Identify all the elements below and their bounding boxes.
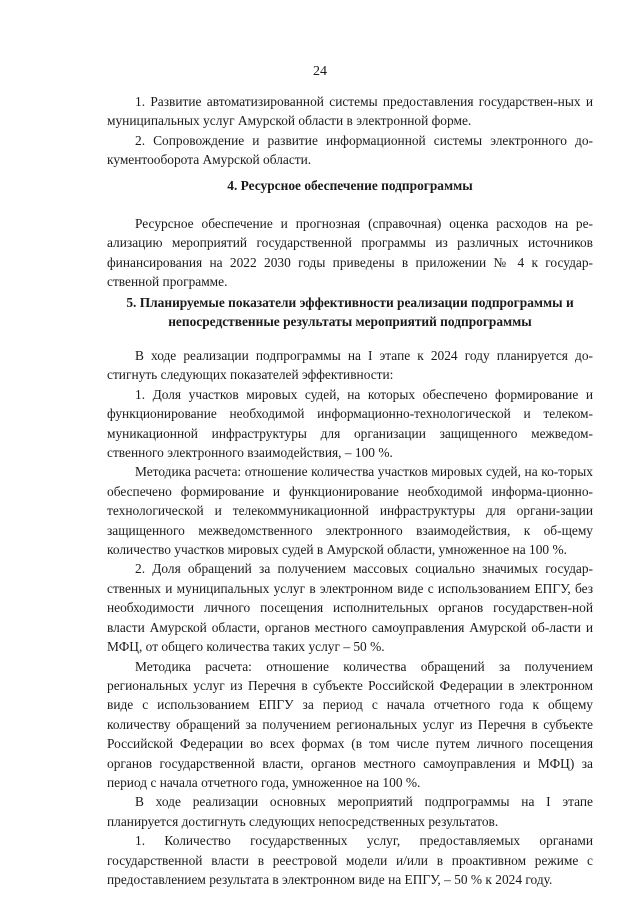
intro-item: 2. Сопровождение и развитие информационной системы электронного до-кументооборота Амурской области. — [107, 132, 593, 168]
section-5-heading — [100, 293, 600, 332]
section-4-heading: 4. Ресурсное обеспечение подпрограммы — [227, 178, 473, 193]
intro-item: 1. Развитие автоматизированной системы предоставления государствен-ных и муниципальных услуг Амурской области в электронной форме. — [107, 94, 593, 129]
section-5-heading-line-1: 5. Планируемые показатели эффективности реализации подпрограммы и — [126, 295, 574, 310]
body-paragraph: 1. Количество государственных услуг, предоставляемых органами государственной власти в реестровой модели и/или в проактивном режиме с предоставлением результата в электронном виде на ЕПГУ, – 50 % к 2024 году. — [107, 833, 593, 887]
section-4-paragraph: Ресурсное обеспечение и прогнозная (справочная) оценка расходов на ре-ализацию мероприятий государственной программы из различных источников финансирования на 2022 2030 годы приведены в приложении № 4 к государ-ственной программе. — [107, 216, 593, 290]
section-5-body — [107, 346, 593, 889]
body-paragraph: 2. Доля обращений за получением массовых социально значимых государ-ственных и муниципальных услуг в электронном виде с использованием ЕПГУ, без необходимости личного посещения исполнительных органов государствен-ной власти Амурской области, органов местного самоуправления Амурской об-ласти и МФЦ, от общего количества таких услуг – 50 %. — [107, 561, 593, 655]
body-paragraph: В ходе реализации основных мероприятий подпрограммы на I этапе планируется достигнуть следующих непосредственных результатов. — [107, 794, 593, 829]
body-paragraph: Методика расчета: отношение количества обращений за получением региональных услуг из Перечня в субъекте Российской Федерации в электронном виде с использованием ЕПГУ за период с начала отчетного года к общему количеству обращений за получением региональных услуг из Перечня в субъекте Российской Федерации во всех формах (в том числе путем личного посещения органов государственной власти, органов местного самоуправления и МФЦ) за период с начала отчетного года, умноженное на 100 %. — [107, 658, 593, 790]
body-paragraph: В ходе реализации подпрограммы на I этапе к 2024 году планируется до-стигнуть следующих показателей эффективности: — [107, 348, 593, 383]
body-paragraph: Методика расчета: отношение количества участков мировых судей, на ко-торых обеспечено формирование и функционирование необходимой информа-ционно-технологической и телекоммуникационной инфраструктуры для органи-зации защищенного межведомственного электронного взаимодействия, к об-щему количество участков мировых судей в Амурской области, умноженное на 100 %. — [107, 464, 593, 558]
section-5-heading-line-2: непосредственные результаты мероприятий подпрограммы — [168, 314, 532, 330]
intro-list — [107, 92, 593, 170]
body-paragraph: 1. Доля участков мировых судей, на которых обеспечено формирование и функционирование необходимой информационно-технологической и телеком-муникационной инфраструктуры для организации защищенного межведом-ственного электронного взаимодействия, – 100 %. — [107, 386, 593, 461]
page-number: 24 — [313, 64, 327, 79]
